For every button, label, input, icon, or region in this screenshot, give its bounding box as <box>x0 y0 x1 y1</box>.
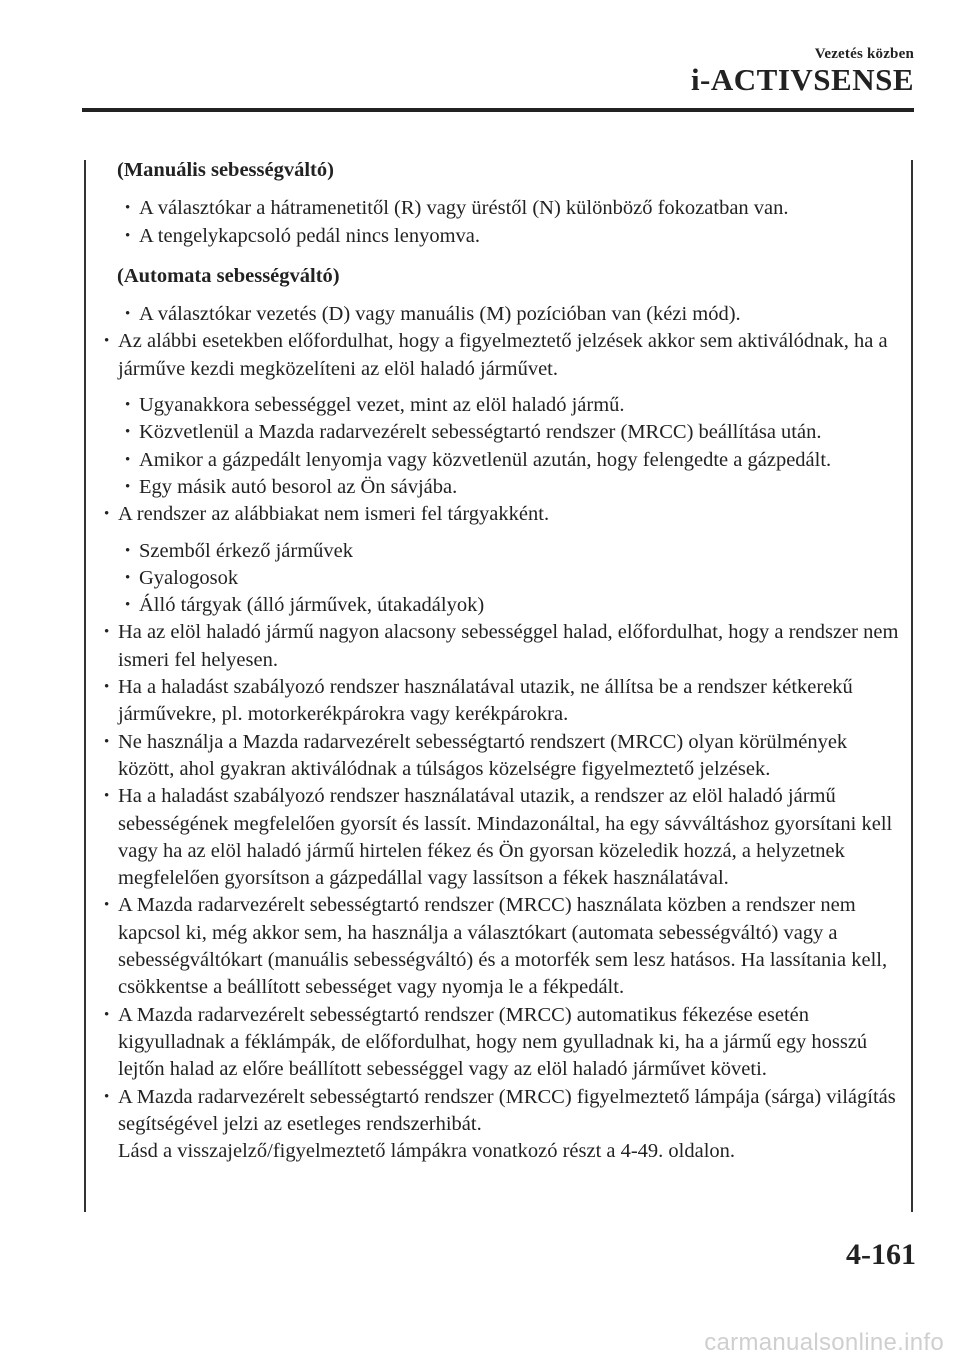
list-item: • Ne használja a Mazda radarvezérelt sebességtartó rendszert (MRCC) olyan körülmények között, ahol gyakran aktiválódnak a túlságos közelségre figyelmeztető jelzések. <box>104 730 848 780</box>
left-margin-line <box>84 160 86 1212</box>
bullet-icon: • <box>104 679 110 696</box>
bullet-icon: • <box>125 597 131 614</box>
header-rule <box>82 108 914 112</box>
list-item: • Ugyanakkora sebességgel vezet, mint az elöl haladó jármű. <box>125 392 904 419</box>
list-item: • A tengelykapcsoló pedál nincs lenyomva. <box>125 223 904 250</box>
list-item: • Ha a haladást szabályozó rendszer használatával utazik, ne állítsa be a rendszer kétkerekű járművekre, pl. motorkerékpárokra vagy kerékpárokra. <box>104 676 853 726</box>
not-recognized-sublist <box>104 538 904 620</box>
bullet-icon: • <box>104 333 110 350</box>
automatic-transmission-heading: (Automata sebességváltó) <box>117 264 340 287</box>
list-item: • Ha a haladást szabályozó rendszer használatával utazik, a rendszer az elöl haladó jármű sebességének megfelelően gyorsít és lassít. Mindazonáltal, ha egy sávváltáshoz gyorsítani kell vagy ha az elöl haladó jármű hirtelen fékez és Ön gyorsan közeledik hozzá, a helyzetnek megfelelően gyorsítson a gázpedállal vagy lassítson a fékek használatával. <box>104 785 893 890</box>
list-item: • A Mazda radarvezérelt sebességtartó rendszer (MRCC) figyelmeztető lámpája (sárga) világítás segítségével jelzi az esetleges rendszerhibát. Lásd a visszajelző/figyelmeztető lámpákra vonatkozó részt a 4-49. oldalon. <box>104 1085 896 1163</box>
section-title: i-ACTIVSENSE <box>690 62 914 97</box>
list-item: • A Mazda radarvezérelt sebességtartó rendszer (MRCC) automatikus fékezése esetén kigyulladnak a féklámpák, de előfordulhat, hogy nem gyulladnak ki, ha a jármű egy hosszú lejtőn halad az előre beállított sebességgel vagy az elöl haladó járművet követi. <box>104 1003 868 1081</box>
bullet-icon: • <box>104 1088 110 1105</box>
list-item: • A rendszer az alábbiakat nem ismeri fel tárgyakként. <box>104 501 904 528</box>
bullet-icon: • <box>125 227 131 244</box>
list-item: • Az alábbi esetekben előfordulhat, hogy a figyelmeztető jelzések akkor sem aktiválódnak, ha a járműve kezdi megközelíteni az elöl haladó járművet. <box>104 330 888 380</box>
bullet-icon: • <box>104 788 110 805</box>
list-item: • A választókar vezetés (D) vagy manuális (M) pozícióban van (kézi mód). <box>125 301 904 328</box>
bullet-icon: • <box>125 542 131 559</box>
bullet-icon: • <box>125 451 131 468</box>
list-item: • Gyalogosok <box>125 565 904 592</box>
list-item: • A Mazda radarvezérelt sebességtartó rendszer (MRCC) használata közben a rendszer nem kapcsol ki, még akkor sem, ha használja a választókart (automata sebességváltó) vagy a sebességváltókart (manuális sebességváltó) és a motorfék sem lesz hatásos. Ha lassítania kell, csökkentse a beállított sebességet vagy nyomja le a fékpedált. <box>104 894 888 999</box>
bullet-icon: • <box>104 506 110 523</box>
page-number: 4-161 <box>846 1238 916 1271</box>
section-subtitle: Vezetés közben <box>814 46 914 62</box>
list-item: • Egy másik autó besorol az Ön sávjába. <box>125 474 904 501</box>
bullet-icon: • <box>104 624 110 641</box>
bullet-icon: • <box>125 569 131 586</box>
list-item: • Ha az elöl haladó jármű nagyon alacsony sebességgel halad, előfordulhat, hogy a rendszer nem ismeri fel helyesen. <box>104 621 899 671</box>
list-item: • Amikor a gázpedált lenyomja vagy közvetlenül azután, hogy felengedte a gázpedált. <box>125 447 904 474</box>
list-item: • A választókar a hátramenetitől (R) vagy üréstől (N) különböző fokozatban van. <box>125 195 904 222</box>
manual-transmission-heading: (Manuális sebességváltó) <box>117 159 334 181</box>
bullet-icon: • <box>104 897 110 914</box>
body-text <box>104 157 904 1165</box>
bullet-icon: • <box>125 424 131 441</box>
bullet-icon: • <box>125 200 131 217</box>
right-margin-line <box>911 160 913 1212</box>
list-item: • Álló tárgyak (álló járművek, útakadályok) <box>125 592 904 619</box>
list-item: • Szemből érkező járművek <box>125 538 904 565</box>
watermark: carmanualsonline.info <box>704 1329 944 1356</box>
bullet-icon: • <box>125 478 131 495</box>
bullet-icon: • <box>125 397 131 414</box>
list-item: • Közvetlenül a Mazda radarvezérelt sebességtartó rendszer (MRCC) beállítása után. <box>125 419 904 446</box>
warning-sublist <box>104 392 904 501</box>
page-reference: Lásd a visszajelző/figyelmeztető lámpákra vonatkozó részt a 4-49. oldalon. <box>118 1140 736 1163</box>
bullet-icon: • <box>125 306 131 323</box>
bullet-icon: • <box>104 733 110 750</box>
bullet-icon: • <box>104 1006 110 1023</box>
